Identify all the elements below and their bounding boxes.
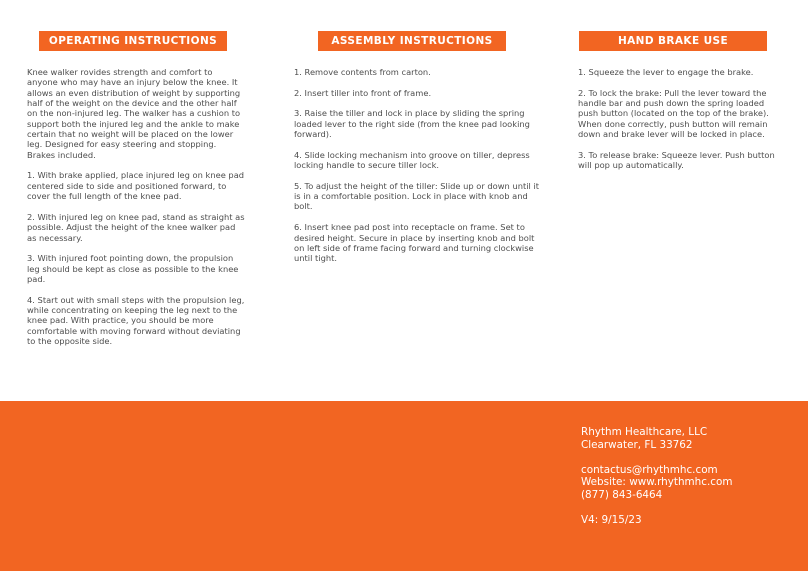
operating-step-2: 2. With injured leg on knee pad, stand as straight as possible. Adjust the height of the knee walker pad as necessary. <box>27 211 245 243</box>
version-spacer <box>581 501 732 514</box>
assembly-step-3: 3. Raise the tiller and lock in place by sliding the spring loaded lever to the right side (from the knee pad looking forward). <box>294 108 530 140</box>
brake-step-1: 1. Squeeze the lever to engage the brake. <box>578 67 754 77</box>
assembly-step-2: 2. Insert tiller into front of frame. <box>294 87 432 98</box>
operating-instructions-body <box>27 67 245 357</box>
operating-instructions-title: OPERATING INSTRUCTIONS <box>48 35 218 47</box>
assembly-step-4: 4. Slide locking mechanism into groove on tiller, depress locking handle to secure tiller lock. <box>294 149 530 171</box>
assembly-instructions-header <box>318 31 506 51</box>
operating-step-4: 4. Start out with small steps with the propulsion leg, while concentrating on keeping the leg next to the knee pad. With practice, you should be more comfortable with moving forward without deviating to the opposite side. <box>27 294 245 346</box>
operating-step-3: 3. With injured foot pointing down, the propulsion leg should be kept as close as possible to the knee pad. <box>27 253 239 284</box>
operating-intro: Knee walker rovides strength and comfort to anyone who may have an injury below the knee. It allows an even distribution of weight by supporting half of the weight on the device and the other half on the non-injured leg. The walker has a cushion to support both the injured leg and the ankle to make certain that no weight will be placed on the lower leg. Designed for easy steering and stopping. Brakes included. <box>27 67 241 160</box>
hand-brake-use-title: HAND BRAKE USE <box>617 35 729 47</box>
document-version: V4: 9/15/23 <box>581 513 642 526</box>
assembly-instructions-body <box>294 67 544 274</box>
contact-email: contactus@rhythmhc.com <box>581 463 718 476</box>
company-location: Clearwater, FL 33762 <box>581 438 693 451</box>
company-name: Rhythm Healthcare, LLC <box>581 426 708 438</box>
hand-brake-use-body <box>578 67 778 181</box>
contact-phone: (877) 843-6464 <box>581 488 663 501</box>
operating-instructions-header <box>39 31 227 51</box>
brake-step-2: 2. To lock the brake: Pull the lever toward the handle bar and push down the spring loaded push button (located on the top of the brake). When done correctly, push button will remain down and brake lever will be locked in place. <box>578 87 769 140</box>
contact-block <box>581 426 732 526</box>
operating-step-1: 1. With brake applied, place injured leg on knee pad centered side to side and positioned forward, to cover the full length of the knee pad. <box>27 170 245 202</box>
brake-step-3: 3. To release brake: Squeeze lever. Push button will pop up automatically. <box>578 149 775 171</box>
assembly-step-5: 5. To adjust the height of the tiller: Slide up or down until it is in a comfortable position. Lock in place with knob and bolt. <box>294 180 540 212</box>
hand-brake-use-header <box>579 31 767 51</box>
contact-spacer <box>581 451 732 464</box>
assembly-instructions-title: ASSEMBLY INSTRUCTIONS <box>331 35 493 47</box>
assembly-step-1: 1. Remove contents from carton. <box>294 67 431 77</box>
contact-website: Website: www.rhythmhc.com <box>581 476 733 488</box>
assembly-step-6: 6. Insert knee pad post into receptacle on frame. Set to desired height. Secure in place by inserting knob and bolt on left side of frame facing forward and turning clockwise until tight. <box>294 222 535 264</box>
